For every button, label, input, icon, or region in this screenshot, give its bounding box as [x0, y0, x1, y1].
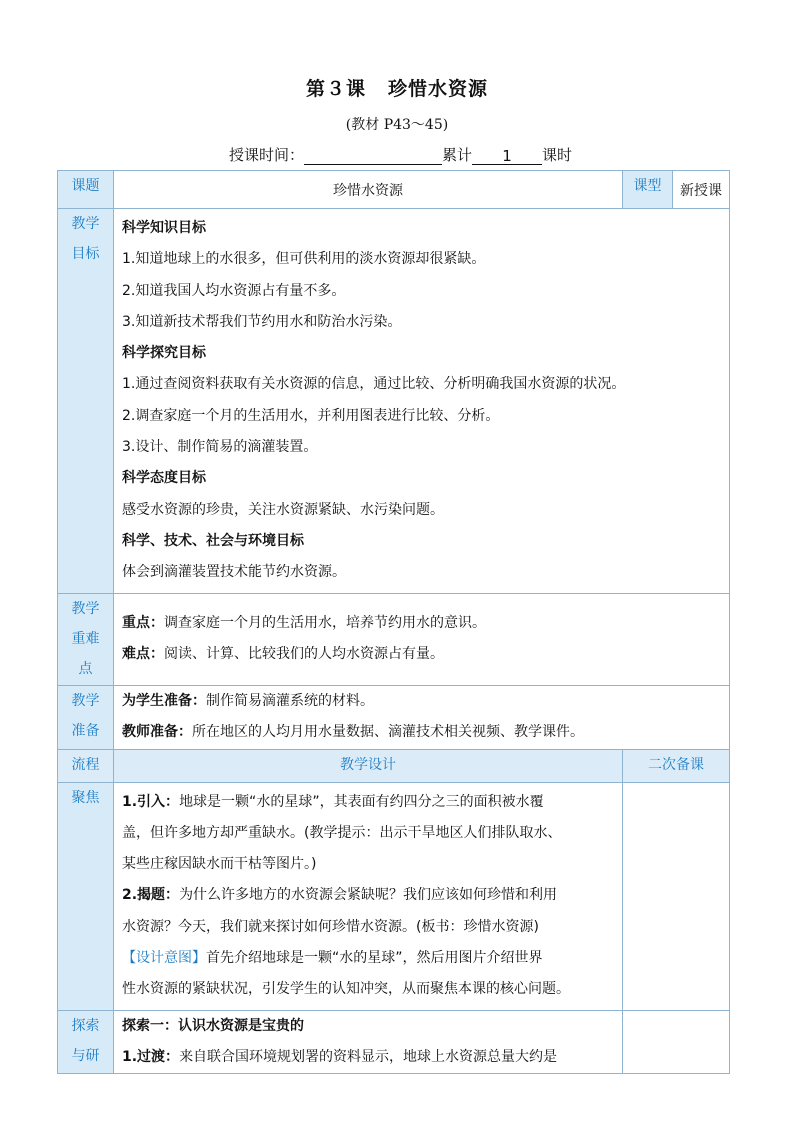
flow-header-revision: 二次备课	[623, 749, 730, 782]
student-prep-text: 制作简易滴灌系统的材料。	[206, 692, 374, 709]
goal-item: 2.知道我国人均水资源占有量不多。	[122, 282, 346, 299]
goal-heading: 科学知识目标	[122, 220, 206, 236]
page-title	[0, 74, 794, 101]
focus-content	[114, 782, 623, 1010]
teacher-prep-text: 所在地区的人均月用水量数据、滴灌技术相关视频、教学课件。	[192, 724, 584, 741]
flow-header-process: 流程	[58, 749, 114, 782]
key-label: 重点：	[122, 614, 164, 631]
explore-content	[114, 1010, 623, 1074]
lesson-plan-table	[57, 170, 730, 1074]
keypoints-label: 教学 重难 点	[58, 593, 114, 685]
preparation-content	[114, 685, 730, 749]
topic-label: 课题	[58, 171, 114, 209]
topic-row	[58, 171, 730, 209]
transition-label: 1.过渡：	[122, 1048, 180, 1065]
reveal-label: 2.揭题：	[122, 887, 180, 904]
goal-item: 1.通过查阅资料获取有关水资源的信息，通过比较、分析明确我国水资源的状况。	[122, 376, 626, 393]
keypoints-content	[114, 593, 730, 685]
design-intent-text: 首先介绍地球是一颗“水的星球”，然后用图片介绍世界	[206, 950, 543, 967]
keypoints-row	[58, 593, 730, 685]
goal-item: 体会到滴灌装置技术能节约水资源。	[122, 564, 346, 581]
preparation-label: 教学 准备	[58, 685, 114, 749]
reveal-text: 为什么许多地方的水资源会紧缺呢？我们应该如何珍惜和利用	[179, 887, 558, 904]
explore-heading: 探索一：认识水资源是宝贵的	[122, 1017, 304, 1034]
goals-row	[58, 209, 730, 594]
student-prep-label: 为学生准备：	[122, 692, 206, 709]
goal-item: 感受水资源的珍贵，关注水资源紧缺、水污染问题。	[122, 501, 444, 518]
goal-item: 3.设计、制作简易的滴灌装置。	[122, 439, 318, 456]
reveal-text: 水资源？今天，我们就来探讨如何珍惜水资源。(板书：珍惜水资源)	[122, 918, 539, 935]
goal-heading: 科学、技术、社会与环境目标	[122, 532, 304, 549]
teacher-prep-label: 教师准备：	[122, 724, 192, 741]
lesson-name: 珍惜水资源	[388, 78, 489, 100]
focus-label: 聚焦	[58, 782, 114, 1010]
total-label: 累计	[442, 146, 473, 164]
intro-label: 1.引入：	[122, 793, 180, 810]
intro-text: 地球是一颗“水的星球”，其表面有约四分之三的面积被水覆	[179, 793, 544, 810]
goal-item: 2.调查家庭一个月的生活用水，并利用图表进行比较、分析。	[122, 407, 500, 424]
explore-label: 探索 与研	[58, 1010, 114, 1074]
flow-header-design: 教学设计	[114, 749, 623, 782]
focus-row	[58, 782, 730, 1010]
focus-revision-cell	[623, 782, 730, 1010]
goal-heading: 科学探究目标	[122, 345, 206, 362]
goal-heading: 科学态度目标	[122, 470, 206, 487]
goal-item: 1.知道地球上的水很多，但可供利用的淡水资源却很紧缺。	[122, 251, 486, 268]
intro-text: 某些庄稼因缺水而干枯等图片。)	[122, 856, 317, 873]
type-value: 新授课	[673, 171, 730, 209]
goals-content	[114, 209, 730, 594]
unit-label: 课时	[542, 146, 573, 164]
topic-value: 珍惜水资源	[114, 171, 623, 209]
textbook-pages: (教材 P43～45)	[345, 117, 449, 133]
design-intent-label: 【设计意图】	[122, 950, 206, 967]
total-value: 1	[472, 147, 542, 165]
difficult-label: 难点：	[122, 646, 164, 663]
flow-header-row	[58, 749, 730, 782]
explore-row	[58, 1010, 730, 1074]
goals-label: 教学 目标	[58, 209, 114, 594]
type-label: 课型	[623, 171, 673, 209]
transition-text: 来自联合国环境规划署的资料显示，地球上水资源总量大约是	[179, 1048, 558, 1065]
class-time-line	[229, 144, 572, 165]
explore-revision-cell	[623, 1010, 730, 1074]
difficult-text: 阅读、计算、比较我们的人均水资源占有量。	[164, 646, 444, 663]
design-intent-text: 性水资源的紧缺状况，引发学生的认知冲突，从而聚焦本课的核心问题。	[122, 981, 570, 998]
intro-text: 盖，但许多地方却严重缺水。(教学提示：出示干旱地区人们排队取水、	[122, 824, 562, 841]
lesson-number: 第３课	[305, 78, 366, 100]
goal-item: 3.知道新技术帮我们节约用水和防治水污染。	[122, 313, 402, 330]
preparation-row	[58, 685, 730, 749]
key-text: 调查家庭一个月的生活用水，培养节约用水的意识。	[164, 614, 486, 631]
time-label: 授课时间：	[229, 146, 305, 164]
time-value	[304, 147, 442, 165]
